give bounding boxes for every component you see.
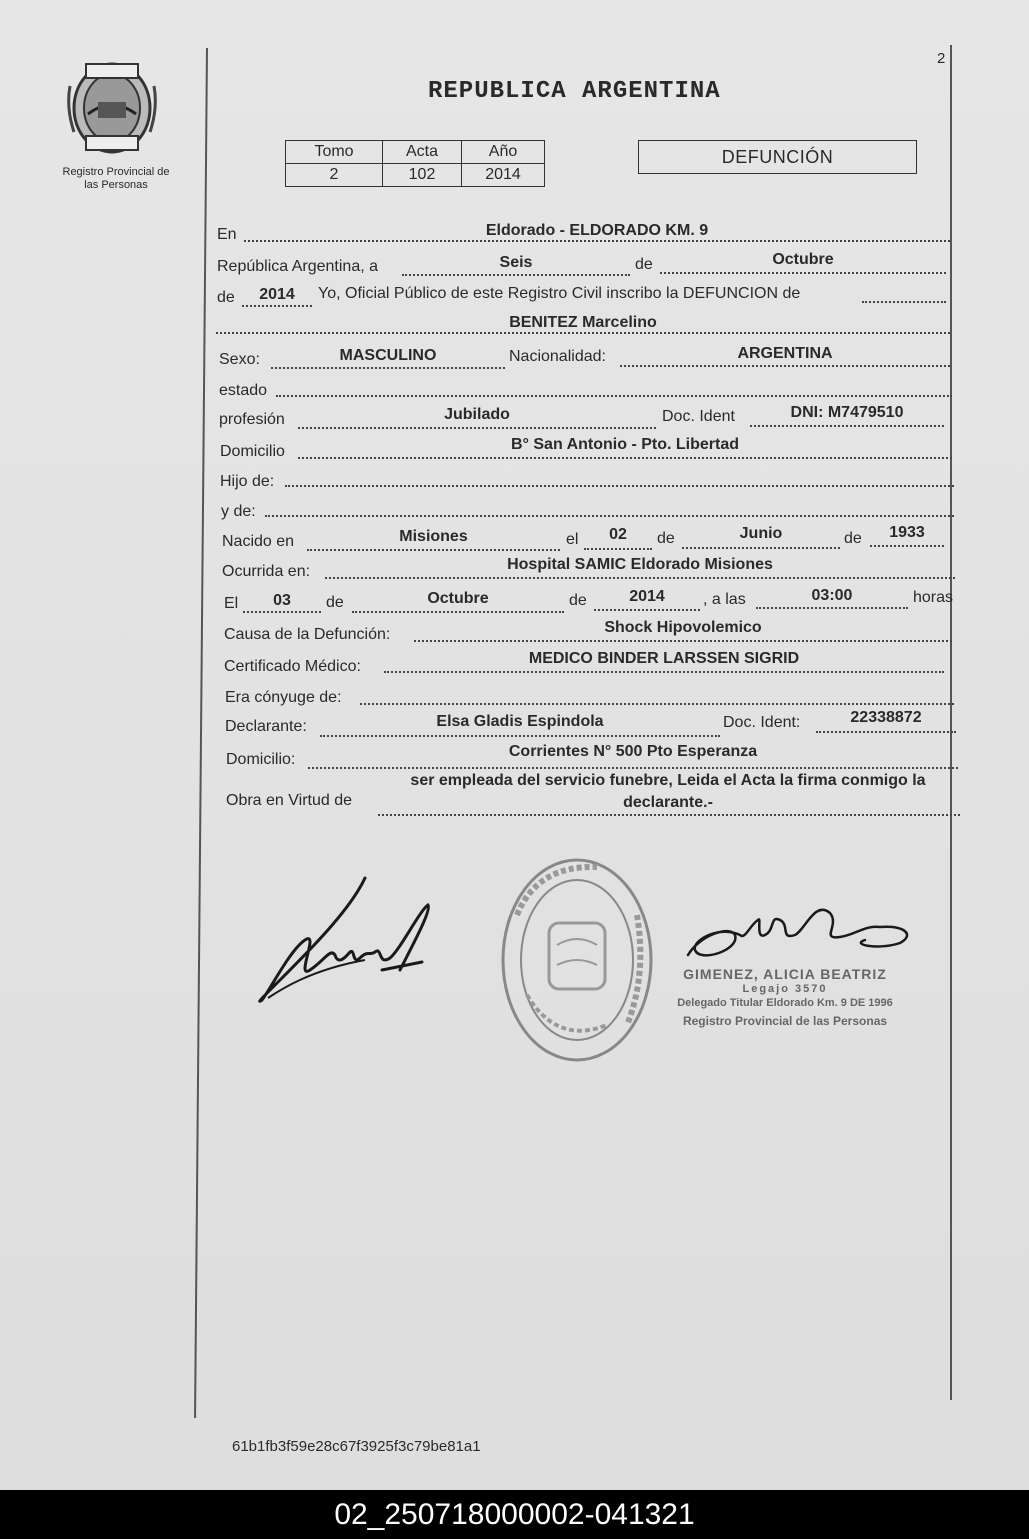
registry-name-line1: Registro Provincial de [62,166,170,178]
registry-name [40,166,192,192]
row-obra [0,772,1029,828]
ocurrida-line [325,577,955,579]
anio-value: 2014 [462,164,545,187]
republica-label: República Argentina, a [217,258,378,275]
row-nacido [0,524,1029,554]
def-dia-value: 03 [273,592,291,609]
def-mes-value: Octubre [427,590,489,607]
nac-anio-value: 1933 [889,524,925,541]
tomo-header: Tomo [286,141,383,164]
nombre-line [216,332,950,334]
declarante-label: Declarante: [225,718,307,735]
de-label-5: de [326,594,344,611]
row-certificado [0,650,1029,680]
doc-ident-value: DNI: M7479510 [790,404,904,421]
declarante-value: Elsa Gladis Espindola [436,713,604,730]
anio-inscripcion: 2014 [259,286,295,303]
acta-value: 102 [383,164,462,187]
row-sexo [0,346,1029,372]
doc2-value: 22338872 [850,709,922,726]
alas-label: , a las [703,591,746,608]
doc2-line [816,731,956,733]
certificado-value: MEDICO BINDER LARSSEN SIGRID [528,650,800,667]
official-signature-icon [680,895,920,965]
row-domicilio [0,438,1029,464]
estado-label: estado [219,382,268,399]
sexo-value: MASCULINO [339,347,437,364]
def-dia-line [243,611,321,613]
row-republica [0,251,1029,280]
de-label-4: de [844,530,862,547]
de-label-2: de [217,289,235,306]
causa-value: Shock Hipovolemico [604,619,762,636]
mes-value: Octubre [772,251,834,268]
doc-ident-line [750,425,944,427]
nac-mes-value: Junio [739,525,783,542]
nacido-label: Nacido en [222,533,295,550]
de-label-3: de [657,530,675,547]
el-label: el [566,531,579,548]
el2-label: El [224,595,239,612]
document-type-box: DEFUNCIÓN [638,140,917,174]
nacido-value: Misiones [399,528,468,545]
hijo-line [285,485,954,487]
row-fecha-defuncion [0,587,1029,616]
dia-line [402,274,630,276]
anio-line [242,305,312,307]
obra-value-line2: declarante.- [623,794,713,811]
de-label-6: de [569,592,587,609]
ocurrida-value: Hospital SAMIC Eldorado Misiones [507,556,773,573]
row-oficial [0,285,1029,311]
en-value: Eldorado - ELDORADO KM. 9 [485,222,709,239]
row-causa [0,619,1029,648]
estado-line [276,395,952,397]
def-mes-line [352,611,564,613]
row-ocurrida [0,558,1029,584]
row-domicilio-declarante [0,743,1029,772]
acta-header: Acta [383,141,462,164]
declarante-line [320,735,720,737]
oficial-text: Yo, Oficial Público de este Registro Civil inscribo la DEFUNCION de [318,285,801,302]
sexo-line [271,367,505,369]
causa-line [414,640,952,642]
profesion-line [298,427,656,429]
def-anio-line [594,609,700,611]
row-estado [0,379,1029,405]
nacionalidad-value: ARGENTINA [737,345,833,362]
row-profesion [0,406,1029,432]
domicilio2-label: Domicilio: [226,751,296,768]
conyuge-line [360,703,954,705]
yde-line [265,515,954,517]
official-stamp-org: Registro Provincial de las Personas [682,1014,888,1028]
oficial-line [862,301,946,303]
def-anio-value: 2014 [629,588,665,605]
de-label-1: de [635,256,653,273]
hora-line [756,607,908,609]
row-yde [0,500,1029,526]
row-hijo [0,470,1029,496]
domicilio2-line [308,767,958,769]
official-stamp-name: GIMENEZ, ALICIA BEATRIZ [683,966,887,982]
nac-dia-line [584,548,652,550]
official-stamp-legajo: Legajo 3570 [742,983,828,995]
nac-mes-line [682,547,840,549]
domicilio-label: Domicilio [220,443,285,460]
domicilio2-value: Corrientes N° 500 Pto Esperanza [508,743,758,760]
hijo-label: Hijo de: [220,473,275,490]
horas-label: horas [913,589,954,606]
certificado-label: Certificado Médico: [224,658,361,675]
dia-value: Seis [499,254,533,271]
ocurrida-label: Ocurrida en: [222,563,311,580]
obra-value-line1: ser empleada del servicio funebre, Leida el Acta la firma conmigo la [410,772,926,789]
row-nombre [0,314,1029,340]
page-title: REPUBLICA ARGENTINA [428,78,721,105]
profesion-label: profesión [219,411,285,428]
conyuge-label: Era cónyuge de: [225,689,342,706]
hora-value: 03:00 [811,587,853,604]
obra-line [378,814,960,816]
profesion-value: Jubilado [444,406,510,423]
declarant-signature-icon [250,870,440,1010]
doc-ident-label: Doc. Ident [662,408,735,425]
nac-dia-value: 02 [609,526,627,543]
sexo-label: Sexo: [219,351,260,368]
row-declarante [0,709,1029,740]
official-stamp-cargo: Delegado Titular Eldorado Km. 9 DE 1996 [677,997,893,1009]
domicilio-line [298,457,952,459]
registry-seal-icon [497,855,657,1065]
doc2-label: Doc. Ident: [723,714,801,731]
tomo-value: 2 [286,164,383,187]
certificado-line [384,671,944,673]
yde-label: y de: [221,503,256,520]
nacionalidad-line [620,365,950,367]
domicilio-value: B° San Antonio - Pto. Libertad [510,436,739,453]
mes-line [660,272,946,274]
causa-label: Causa de la Defunción: [224,626,391,643]
nacionalidad-label: Nacionalidad: [509,348,606,365]
nombre-value: BENITEZ Marcelino [509,314,657,331]
en-line [244,240,950,242]
en-label: En [217,226,237,243]
nacido-line [307,549,560,551]
page-number: 2 [937,50,946,67]
document-hash: 61b1fb3f59e28c67f3925f3c79be81a1 [232,1438,481,1455]
tomo-acta-table [285,140,545,187]
registry-name-line2: las Personas [84,179,148,191]
footer-id-bar: 02_250718000002-041321 [0,1490,1029,1539]
obra-label: Obra en Virtud de [226,792,353,809]
row-en [0,222,1029,248]
misiones-coat-of-arms-icon [66,56,158,160]
nac-anio-line [870,545,944,547]
anio-header: Año [462,141,545,164]
